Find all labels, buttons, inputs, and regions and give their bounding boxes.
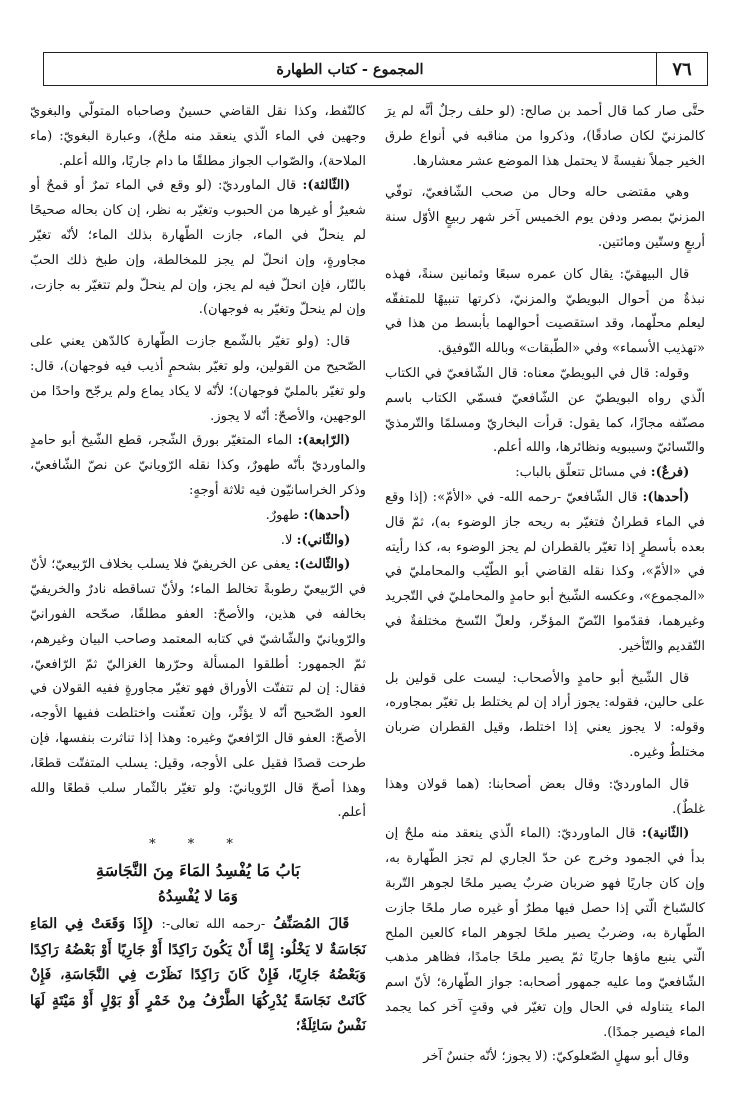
- page-header: [43, 52, 708, 86]
- running-title: [44, 53, 656, 85]
- wajh-label: (والثّالث):: [294, 557, 351, 573]
- issue-text: قال الماورديّ: (لو وقع في الماء تمرٌ أو قمحٌ أو شعيرٌ أو غيرها من الحبوب وتغيّر به نظر، إن كان بحاله صحيحًا لم ينحلّ في الماء، جازت الطّهارة بذلك الماء؛ لأنّه تغيّر مجاورةٍ، وإن انحلّ لم يجز للمخالطة، وإن طبخ ذلك الحبّ بالنّار، فإن انحلّ فيه لم يجز، وإن لم ينحلّ ولم تتغيّر به جازت، وإن لم ينحلّ وتغيّر به فوجهان).: [30, 178, 366, 318]
- wajh-text: يعفى عن الخريفيّ فلا يسلب بخلاف الرّبيعيّ؛ لأنّ في الرّبيعيّ رطوبةً تخالط الماء؛ ولأنّ تساقطه نادرٌ والخريفيّ بخالفه في هذين، والأصحّ: العفو مطلقًا، صحّحه الفورانيّ والرّويانيّ والشّاشيّ في كتابه المعتمد وصاحب البيان وغيرهم، ثمّ الجمهور: أطلقوا المسألة وحرّرها الغزاليّ ثمّ الرّافعيّ، فقال: إن لم تتفتّت الأوراق فهو تغيّر مجاورةٍ ففيه القولان في العود الصّحيح أنّه لا يؤثّر، وإن تعفّنت واختلطت ففيها الأوجه، الأصحّ: العفو قال الرّافعيّ وغيره: وهذا إذا تناثرت بنفسها، فإن طرحت قصدًا فقيل على الأوجه، وقيل: يسلب المتفتّت قطعًا، وهذا أصحّ قال الرّويانيّ: ولو تغيّر بالثّمار سلب قطعًا والله أعلم.: [30, 557, 366, 821]
- title-separator: -: [361, 60, 368, 78]
- paragraph: وهي مقتضى حاله وحال من صحب الشّافعيّ، توفّي المزنيّ بمصر ودفن يوم الخميس آخر شهر ربيعٍ الأوّل سنة أربعٍ وستّين ومائتين.: [385, 185, 705, 250]
- matn-paragraph: [30, 912, 366, 1040]
- wajh-text: طهورٌ.: [265, 507, 300, 523]
- paragraph: [30, 504, 366, 529]
- chapter-subtitle: وَمَا لا يُفْسِدُهُ: [158, 887, 238, 906]
- paragraph: [30, 174, 366, 323]
- wajh-label: (أحدها):: [303, 507, 351, 523]
- page-number: ٧٦: [656, 53, 707, 85]
- left-column: [30, 100, 366, 1040]
- paragraph: [30, 429, 366, 503]
- paragraph: قال الشّيخ أبو حامدٍ والأصحاب: ليست على قولين بل على حالين، فقوله: يجوز أراد إن لم يختلط بل تغيّر بمجاوره، وقوله: لا يجوز يعني إذا اختلط، وقيل القطران ضربان مختلطٌ وغيره.: [385, 670, 705, 760]
- paragraph: قال الماورديّ: وقال بعض أصحابنا: (هما قولان وهذا غلطٌ).: [385, 776, 705, 817]
- book-title: المجموع: [372, 60, 424, 78]
- matn-text: (إِذَا وَقَعَتْ فِي المَاءِ نَجَاسَةٌ لا يَخْلُو: إِمَّا أَنْ يَكُونَ رَاكِدًا أَوْ جَارِيًا أَوْ بَعْضُهُ رَاكِدًا وَبَعْضُهُ جَارِيًا، فَإِنْ كَانَ رَاكِدًا نَظَرْتَ فِي النَّجَاسَةِ، فَإِنْ كَانَتْ نَجَاسَةً يُدْرِكُهَا الطَّرْفُ مِنْ خَمْرٍ أَوْ بَوْلٍ أَوْ مَيْتَةٍ لَهَا نَفْسٌ سَائِلَةٌ؛: [30, 916, 366, 1035]
- paragraph: كالنّفط، وكذا نقل القاضي حسينٌ وصاحباه المتولّي والبغويّ وجهين في الماء الّذي ينعقد منه ملحٌ)، وعبارة البغويّ: (ماء الملاحة)، والصّواب الجواز مطلقًا ما دام جاريًا، والله أعلم.: [30, 104, 366, 169]
- section-title: كتاب الطهارة: [276, 60, 357, 78]
- paragraph: حتَّى صار كما قال أحمد بن صالح: (لو حلف رجلٌ أنَّه لم يرَ كالمزنيّ لكان صادقًا)، وذكروا من مناقبه في أنواع طرق الخير جملاً نفيسةً لا يحتمل هذا الموضع عشر معشارها.: [385, 104, 705, 169]
- far-text: في مسائل تتعلّق بالباب:: [515, 465, 647, 481]
- right-column: [385, 100, 705, 1070]
- issue-label: (أحدها):: [642, 489, 690, 505]
- paragraph: [385, 822, 705, 1045]
- paragraph: وقال أبو سهلٍ الصّعلوكيّ: (لا يجوز؛ لأنّه جنسٌ آخر: [423, 1049, 690, 1065]
- paragraph: قال البيهقيّ: يقال كان عمره سبعًا وثمانين سنةً، فهذه نبذةٌ من أحوال البويطيّ والمزنيّ، ذكرتها تنبيهًا للمتفقّه ليعلم محلّهما، وقد استقصيت أحوالهما بأبسط من هذا في «تهذيب الأسماء» وفي «الطّبقات» وبالله التّوفيق.: [385, 266, 705, 357]
- section-divider-stars: * * *: [149, 837, 247, 853]
- paragraph: [385, 461, 705, 486]
- paragraph: [385, 486, 705, 660]
- issue-label: (الرّابعة):: [297, 433, 351, 449]
- paragraph: قال: (ولو تغيّر بالشّمع جازت الطّهارة كالدّهن يعني على الصّحيح من القولين، ولو تغيّر بشحمٍ أذيب فيه فوجهان)، قال: ولو تغيّر بالمليّ فوجهان)؛ لأنّه لا يكاد يماع ولم يرجّح واحدًا من الوجهين، والأصحّ: أنّه لا يجوز.: [30, 334, 366, 424]
- author-label: قَالَ المُصَنِّفُ: [273, 916, 350, 933]
- chapter-title: بَابُ مَا يُفْسِدُ المَاءَ مِنَ النَّجَاسَةِ: [96, 861, 300, 881]
- wajh-label: (والثّاني):: [296, 532, 351, 548]
- far-label: (فرعٌ):: [650, 465, 690, 481]
- issue-text: الماء المتغيّر بورق الشّجر، قطع الشّيخ أبو حامدٍ والماورديّ بأنّه طهورٌ، وكذا نقله الرّويانيّ عن نصّ الشّافعيّ، وذكر الخراسانيّون فيه ثلاثة أوجهٍ:: [30, 433, 366, 498]
- issue-label: (الثّالثة):: [302, 178, 351, 194]
- paragraph: وقوله: قال في البويطيّ معناه: قال الشّافعيّ في الكتاب الّذي رواه البويطيّ عن الشّافعيّ فسمّي الكتاب باسم مصنّفه مجازًا، كما يقول: قرأت البخاريّ ومسلمًا والتّرمذيّ والنّسائيّ وسيبويه ونظائرها، والله أعلم.: [385, 365, 705, 456]
- issue-label: (الثّانية):: [641, 826, 690, 842]
- issue-text: قال الشّافعيّ -رحمه الله- في «الأمّ»: (إذا وقع في الماء قطرانٌ فتغيّر به ريحه جاز الوضوء به)، ثمّ قال بعده بأسطرٍ إذا تغيّر بالقطران لم يجز الوضوء به، كذا رأيته في «الأمّ»، وكذا نقله القاضي أبو الطّيّب والمحامليّ في «المجموع»، وعكسه الشّيخ أبو حامدٍ والمحامليّ في التّجريد وغيرهما، فقدّموا النّصّ المؤخّر، ولعلّ النّسخ مختلفةٌ في التّقديم والتّأخير.: [385, 489, 705, 654]
- wajh-text: لا.: [280, 532, 293, 548]
- author-intro: -رحمه الله تعالى-:: [161, 917, 266, 933]
- paragraph: [30, 529, 366, 554]
- issue-text: قال الماورديّ: (الماء الّذي ينعقد منه ملحٌ إن بدأ في الجمود وخرج عن حدّ الجاري لم تجز الطّهارة به، وإن كان جاريًا فهو ضربان ضربٌ يصير ملحًا لجوهر التّربة كالسّباخ الّتي إذا حصل فيها مطرٌ أو غيره صار ملحًا جازت الطّهارة به، وضربٌ يصير ملحًا لجوهر الماء كالعين الملح الّتي ينبع ماؤها جاريًا ثمّ يصير ملحًا جامدًا، فظاهر مذهب الشّافعيّ وما عليه جمهور أصحابه: جواز الطّهارة؛ لأنّ اسم الماء يتناوله في الحال وإن تغيّر في وقتٍ آخر كما يجمد الماء فيصير جمدًا).: [385, 826, 705, 1040]
- paragraph: [30, 553, 366, 826]
